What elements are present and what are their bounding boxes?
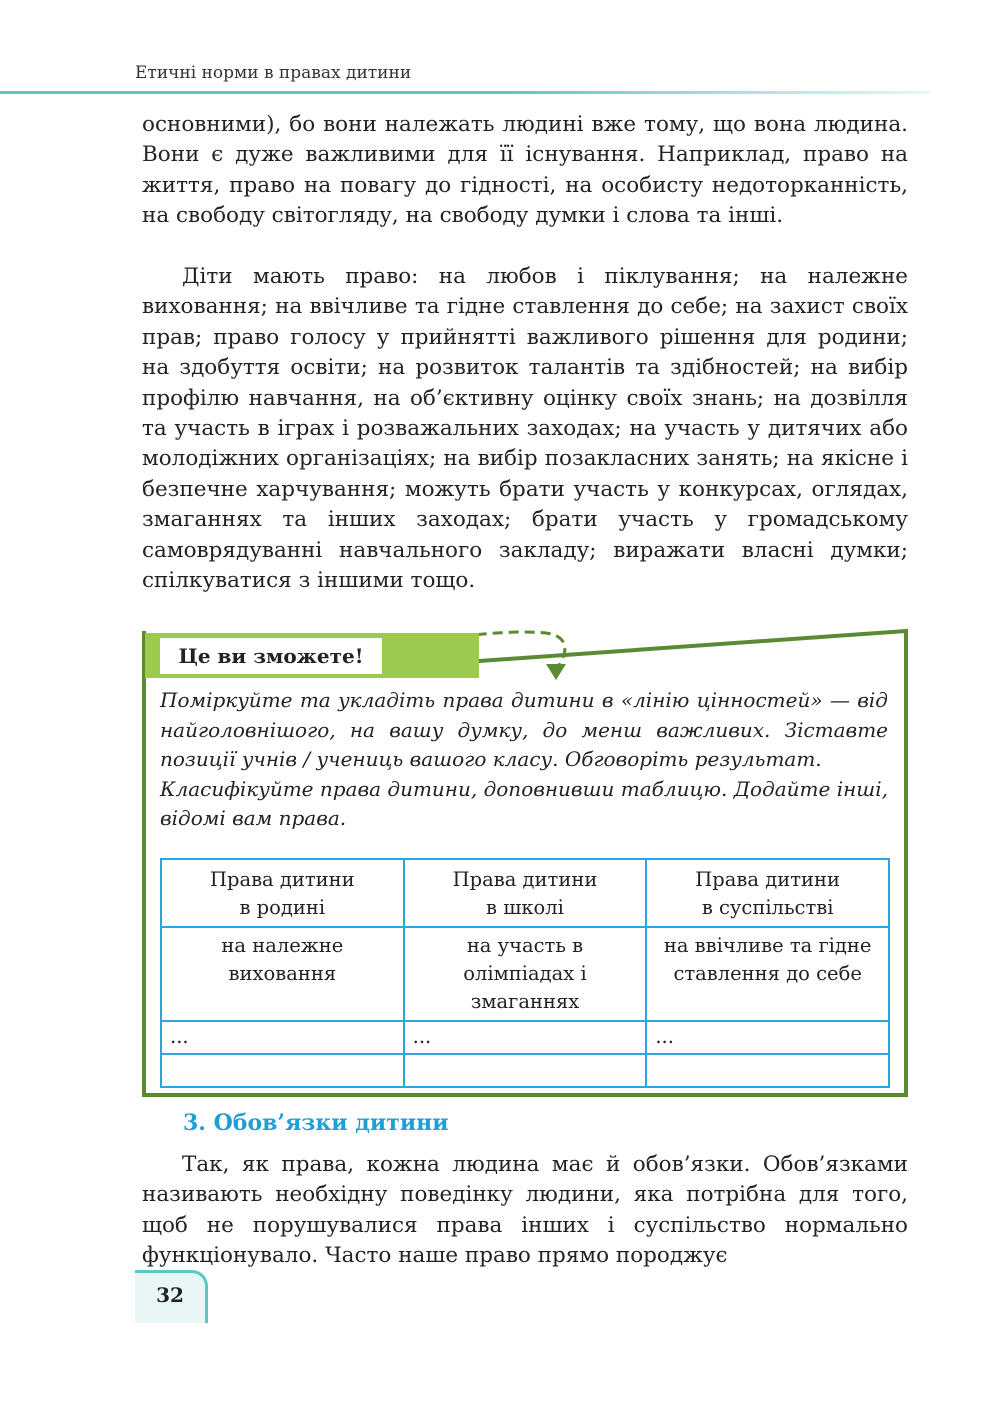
section-title: 3. Обов’язки дитини [183, 1110, 449, 1136]
header-cell-family: Права дитини в родині [161, 859, 404, 927]
table-cell: ... [404, 1021, 647, 1054]
task-text-1: Поміркуйте та укладіть права дитини в «лінію цінностей» — від найголовнішого, на вашу думку, до менш важливих. Зіставте позиції учнів / учениць вашого класу. Обговоріть результат. [160, 688, 888, 771]
table-row [161, 927, 889, 1021]
table-cell: ... [646, 1021, 889, 1054]
table-cell: на ввічливе та гідне ставлення до себе [646, 927, 889, 1021]
table-cell [404, 1054, 647, 1087]
paragraph-1: основними), бо вони належать людині вже тому, що вона людина. Вони є дуже важливими для її існування. Наприклад, право на життя, право на повагу до гідності, на особисту недоторканність, на свободу світогляду, на свободу думки і слова та інші. [142, 112, 908, 229]
table-cell: на участь в олімпіадах і змаганнях [404, 927, 647, 1021]
header-cell-school: Права дитини в школі [404, 859, 647, 927]
table-cell [646, 1054, 889, 1087]
page-number: 32 [156, 1283, 184, 1307]
arrow-head-icon [546, 664, 566, 680]
table-cell [161, 1054, 404, 1087]
page-number-tab [135, 1270, 208, 1323]
table-row [161, 1021, 889, 1054]
header-rule [0, 91, 930, 94]
table-cell: на належне виховання [161, 927, 404, 1021]
table-cell: ... [161, 1021, 404, 1054]
paragraph-3: Так, як права, кожна людина має й обов’язки. Обов’язками називають необхідну поведінку людини, яка потрібна для того, щоб не порушувалися права інших і суспільство нормально функціонувало. Часто наше право прямо породжує [142, 1152, 908, 1269]
rights-table [160, 858, 890, 1088]
header-cell-society: Права дитини в суспільстві [646, 859, 889, 927]
paragraph-2: Діти мають право: на любов і піклування; на належне виховання; на ввічливе та гідне ставлення до себе; на захист своїх прав; право голосу у прийнятті важливого рішення для родини; на здобуття освіти; на розвиток талантів та здібностей; на вибір профілю навчання, на об’єктивну оцінку своїх знань; на дозвілля та участь в іграх і розважальних заходах; на участь у дитячих або молодіжних організаціях; на вибір позакласних занять; на якісне і безпечне харчування; можуть брати участь у конкурсах, оглядах, змаганнях та інших заходах; брати участь у громадському самоврядуванні навчального закладу; виражати власні думки; спілкуватися з іншими тощо. [142, 264, 908, 594]
task-label: Це ви зможете! [160, 638, 382, 674]
task-instructions [160, 686, 888, 834]
task-text-2: Класифікуйте права дитини, доповнивши таблицю. Додайте інші, відомі вам права. [160, 776, 888, 830]
table-header-row [161, 859, 889, 927]
table-row [161, 1054, 889, 1087]
task-label-tab [145, 633, 479, 678]
running-header: Етичні норми в правах дитини [135, 63, 412, 83]
task-box [142, 628, 908, 1098]
